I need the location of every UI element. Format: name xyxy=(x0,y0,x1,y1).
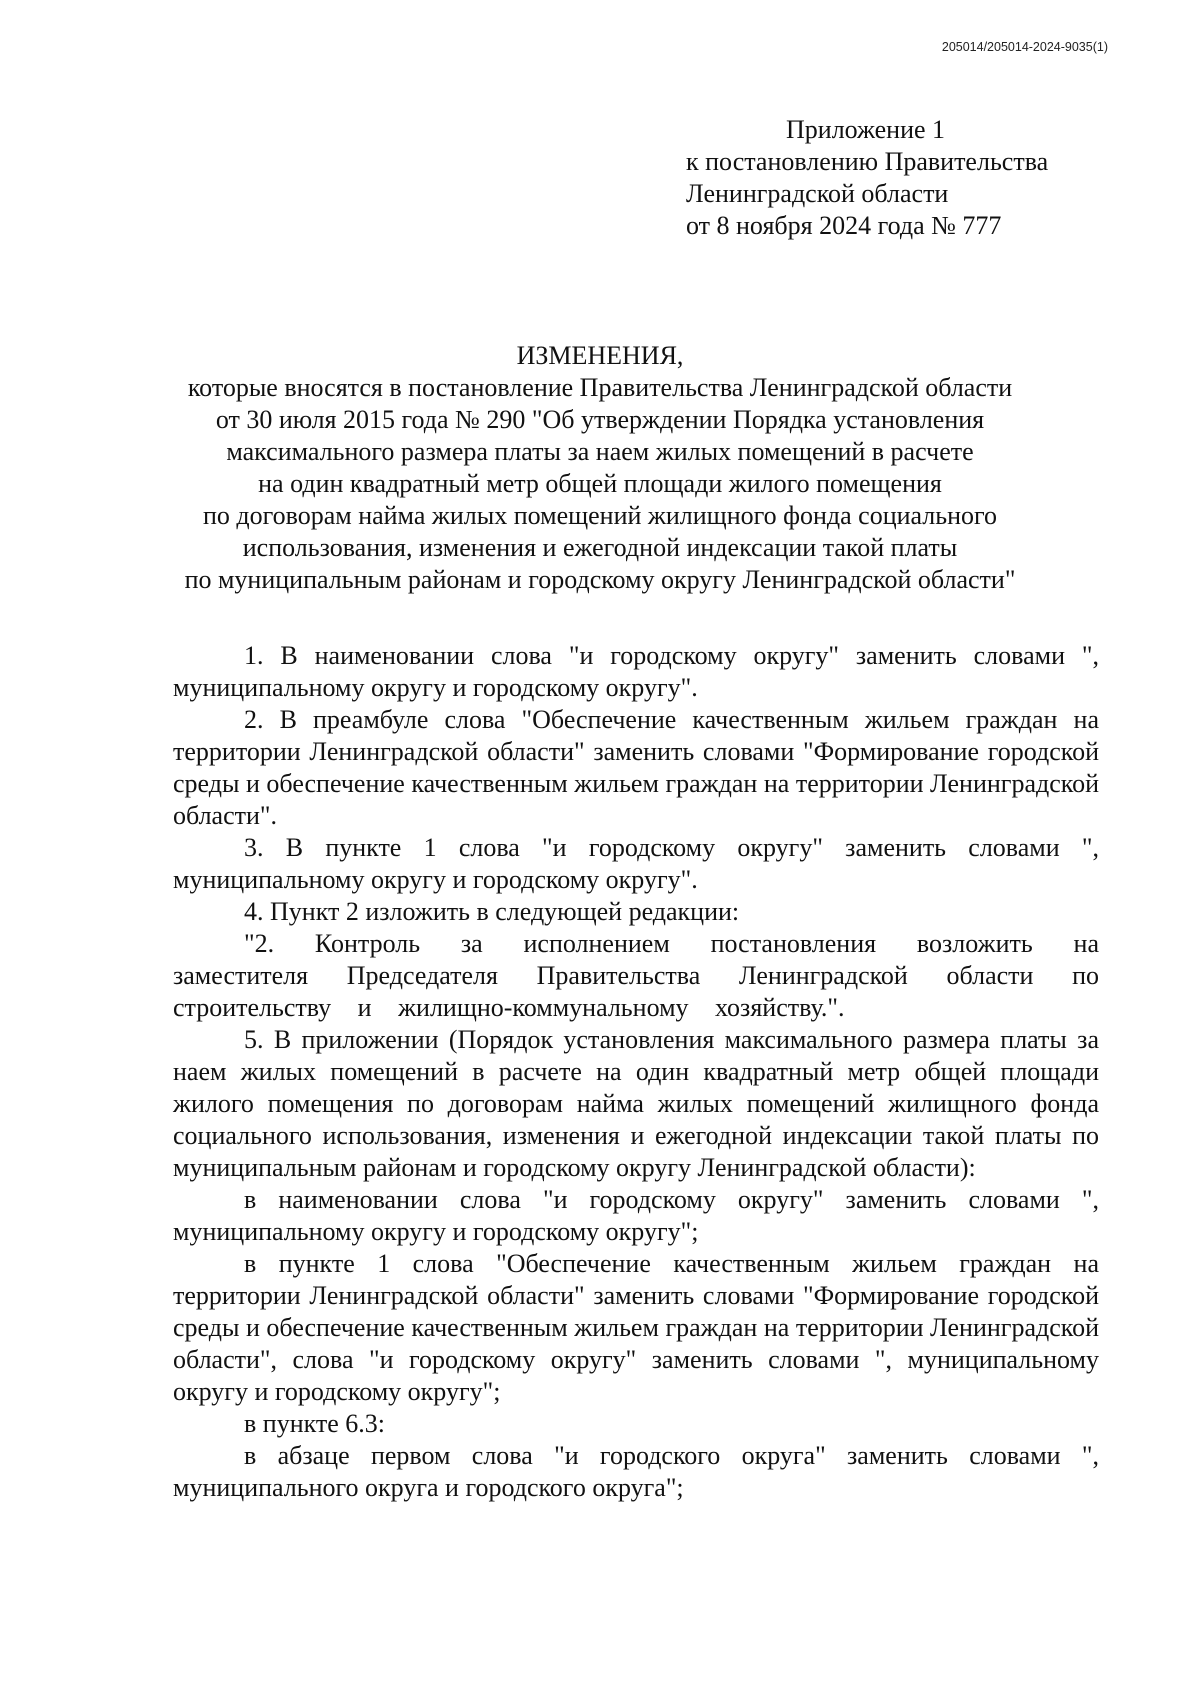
paragraph: 3. В пункте 1 слова "и городскому округу" заменить словами ", муниципальному округу и городскому округу". xyxy=(173,833,1099,894)
document-heading xyxy=(120,340,1080,596)
paragraph: "2. Контроль за исполнением постановления возложить на заместителя Председателя Правительства Ленинградской области по строительству и жилищно-коммунальному хозяйству.". xyxy=(173,929,1099,1022)
heading-line: на один квадратный метр общей площади жилого помещения xyxy=(258,469,942,498)
document-id: 205014/205014-2024-9035(1) xyxy=(941,40,1108,54)
paragraph: в пункте 6.3: xyxy=(244,1409,386,1438)
appendix-line: от 8 ноября 2024 года № 777 xyxy=(686,211,1002,240)
paragraph: в наименовании слова "и городскому округу" заменить словами ", муниципальному округу и городскому округу"; xyxy=(173,1185,1099,1246)
heading-line: максимального размера платы за наем жилых помещений в расчете xyxy=(226,437,974,466)
paragraph: 1. В наименовании слова "и городскому округу" заменить словами ", муниципальному округу и городскому округу". xyxy=(173,641,1099,702)
document-body xyxy=(173,640,1099,1504)
appendix-line: к постановлению Правительства xyxy=(686,147,1049,176)
paragraph: в абзаце первом слова "и городского округа" заменить словами ", муниципального округа и городского округа"; xyxy=(173,1441,1099,1502)
paragraph: в пункте 1 слова "Обеспечение качественным жильем граждан на территории Ленинградской области" заменить словами "Формирование городской среды и обеспечение качественным жильем граждан на территории Ленинградской области", слова "и городскому округу" заменить словами ", муниципальному округу и городскому округу"; xyxy=(173,1249,1099,1406)
heading-line: использования, изменения и ежегодной индексации такой платы xyxy=(242,533,958,562)
heading-line: от 30 июля 2015 года № 290 "Об утверждении Порядка установления xyxy=(215,405,985,434)
appendix-line: Приложение 1 xyxy=(786,115,946,144)
appendix-line: Ленинградской области xyxy=(686,179,949,208)
paragraph: 2. В преамбуле слова "Обеспечение качественным жильем граждан на территории Ленинградской области" заменить словами "Формирование городской среды и обеспечение качественным жильем граждан на территории Ленинградской области". xyxy=(173,705,1099,830)
heading-title: ИЗМЕНЕНИЯ, xyxy=(516,341,684,370)
appendix-block xyxy=(686,114,1048,242)
heading-line: которые вносятся в постановление Правительства Ленинградской области xyxy=(187,373,1013,402)
paragraph: 5. В приложении (Порядок установления максимального размера платы за наем жилых помещений в расчете на один квадратный метр общей площади жилого помещения по договорам найма жилых помещений жилищного фонда социального использования, изменения и ежегодной индексации такой платы по муниципальным районам и городскому округу Ленинградской области): xyxy=(173,1025,1099,1182)
heading-line: по муниципальным районам и городскому округу Ленинградской области" xyxy=(184,565,1016,594)
heading-line: по договорам найма жилых помещений жилищного фонда социального xyxy=(202,501,998,530)
paragraph: 4. Пункт 2 изложить в следующей редакции: xyxy=(244,897,740,926)
